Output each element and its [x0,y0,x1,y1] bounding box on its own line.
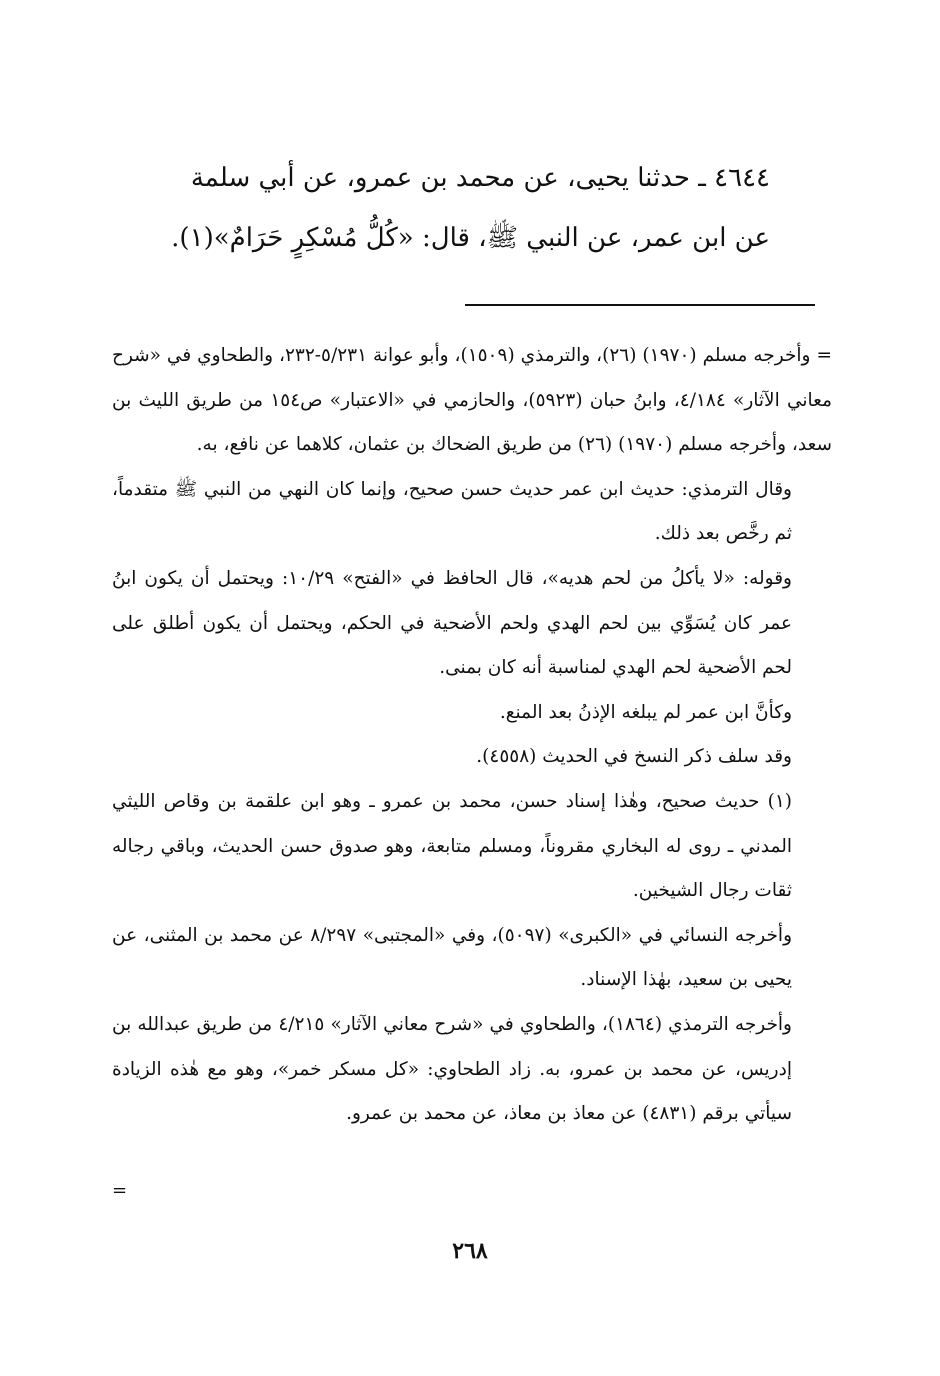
footnote-paragraph: وقوله: «لا يأكلُ من لحم هديه»، قال الحافظ في «الفتح» ١٠/٢٩: ويحتمل أن يكون ابنُ عمر كان يُسَوِّي بين لحم الهدي ولحم الأضحية في الحكم، ويحتمل أن يكون أطلق على لحم الأضحية لحم الهدي لمناسبة أنه كان بمنى. [112,567,792,679]
continuation-end-mark: = [112,1180,128,1201]
footnote-1: (١) حديث صحيح، وهٰذا إسناد حسن، محمد بن عمرو ـ وهو ابن علقمة بن وقاص الليثي المدني ـ روى له البخاري مقروناً، ومسلم متابعة، وهو صدوق حسن الحديث، وباقي رجاله ثقات رجال الشيخين. [112,790,792,902]
footnote-paragraph: وقد سلف ذكر النسخ في الحديث (٤٥٥٨). [476,746,792,768]
hadith-line-2: عن ابن عمر، عن النبي ﷺ، قال: «كُلُّ مُسْكِرٍ حَرَامٌ»(١). [171,223,770,253]
hadith-text [170,148,770,268]
continuation-mark: = [816,345,832,366]
footnote-text: وأخرجه مسلم (١٩٧٠) (٢٦)، والترمذي (١٥٠٩)، وأبو عوانة ٥/٢٣١-٢٣٢، والطحاوي في «شرح معاني الآثار» ٤/١٨٤، وابنُ حبان (٥٩٢٣)، والحازمي في «الاعتبار» ص١٥٤ من طريق الليث بن سعد، وأخرجه مسلم (١٩٧٠) (٢٦) من طريق الضحاك بن عثمان، كلاهما عن نافع، به. [112,345,833,456]
footnote-paragraph: وأخرجه النسائي في «الكبرى» (٥٠٩٧)، وفي «المجتبى» ٨/٢٩٧ عن محمد بن المثنى، عن يحيى بن سعيد، بهٰذا الإسناد. [112,924,793,991]
footnote-paragraph [112,334,832,468]
footnote-paragraph: وأخرجه الترمذي (١٨٦٤)، والطحاوي في «شرح معاني الآثار» ٤/٢١٥ من طريق عبدالله بن إدريس، عن محمد بن عمرو، به. زاد الطحاوي: «كل مسكر خمر»، وهو مع هٰذه الزيادة سيأتي برقم (٤٨٣١) عن معاذ بن معاذ، عن محمد بن عمرو. [112,1013,792,1125]
page-number: ٢٦٨ [452,1238,488,1264]
footnotes [112,334,832,1137]
footnote-paragraph: وكأنَّ ابن عمر لم يبلغه الإذنُ بعد المنع. [499,701,792,723]
footnote-divider [465,304,815,306]
footnote-paragraph: وقال الترمذي: حديث ابن عمر حديث حسن صحيح، وإنما كان النهي من النبي ﷺ متقدماً، ثم رخَّص بعد ذلك. [112,478,792,545]
hadith-line-1: ٤٦٤٤ ـ حدثنا يحيى، عن محمد بن عمرو، عن أبي سلمة [190,163,770,193]
